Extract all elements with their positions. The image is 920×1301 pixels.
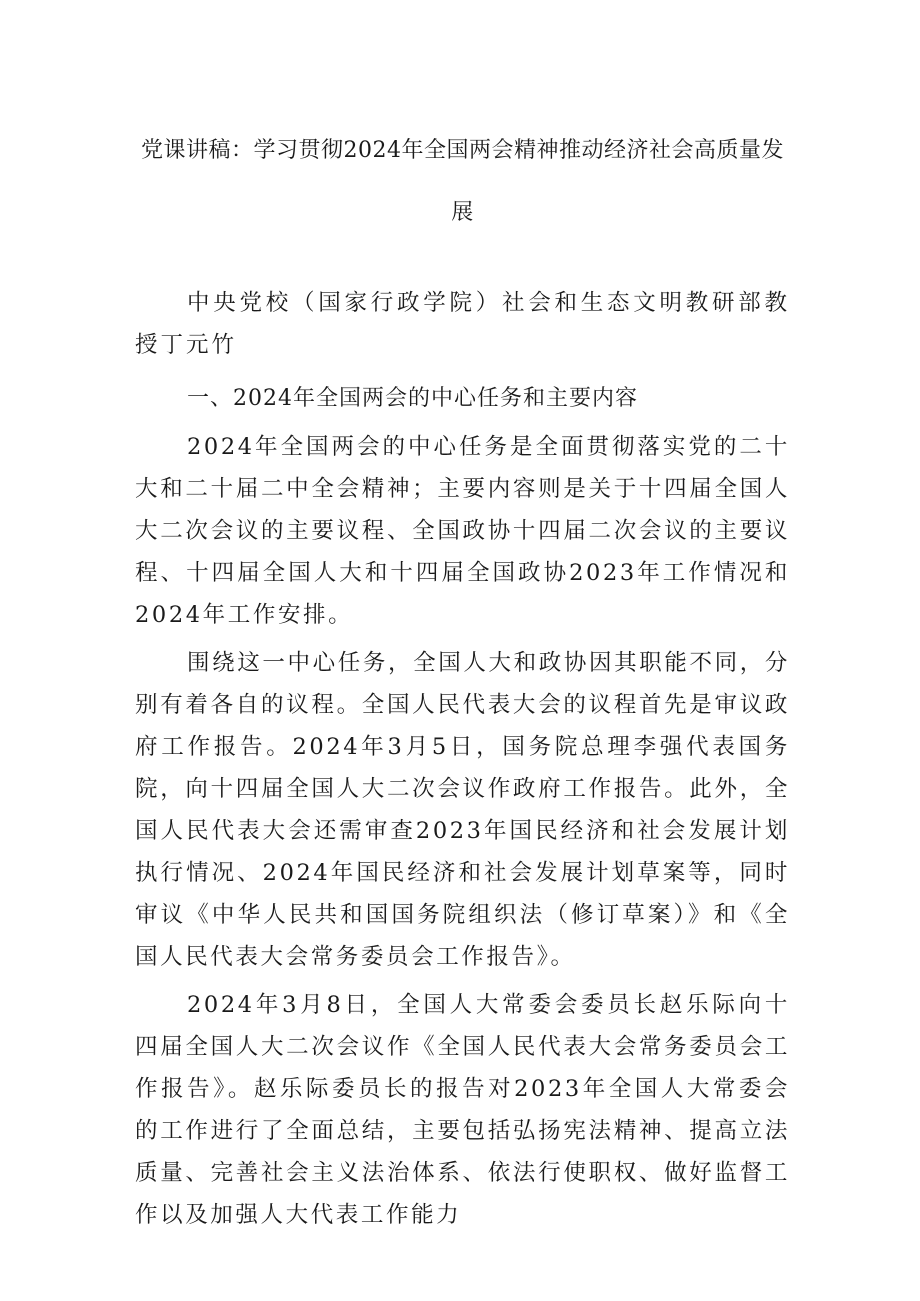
section-heading: 一、2024年全国两会的中心任务和主要内容 (187, 386, 638, 411)
document-title: 党课讲稿：学习贯彻2024年全国两会精神推动经济社会高质量发展 (141, 138, 784, 225)
document-body (135, 120, 790, 1236)
paragraph-2: 围绕这一中心任务，全国人大和政协因其职能不同，分别有着各自的议程。全国人民代表大会的议程首先是审议政府工作报告。2024年3月5日，国务院总理李强代表国务院，向十四届全国人大二次会议作政府工作报告。此外，全国人民代表大会还需审查2023年国民经济和社会发展计划执行情况、2024年国民经济和社会发展计划草案等，同时审议《中华人民共和国国务院组织法（修订草案）》和《全国人民代表大会常务委员会工作报告》。 (135, 650, 790, 970)
paragraph-1: 2024年全国两会的中心任务是全面贯彻落实党的二十大和二十届二中全会精神；主要内容则是关于十四届全国人大二次会议的主要议程、全国政协十四届二次会议的主要议程、十四届全国人大和十四届全国政协2023年工作情况和2024年工作安排。 (135, 434, 790, 628)
author-line: 中央党校（国家行政学院）社会和生态文明教研部教授丁元竹 (135, 290, 790, 358)
paragraph-3: 2024年3月8日，全国人大常委会委员长赵乐际向十四届全国人大二次会议作《全国人民代表大会常务委员会工作报告》。赵乐际委员长的报告对2023年全国人大常委会的工作进行了全面总结，主要包括弘扬宪法精神、提高立法质量、完善社会主义法治体系、依法行使职权、做好监督工作以及加强人大代表工作能力 (135, 992, 790, 1228)
